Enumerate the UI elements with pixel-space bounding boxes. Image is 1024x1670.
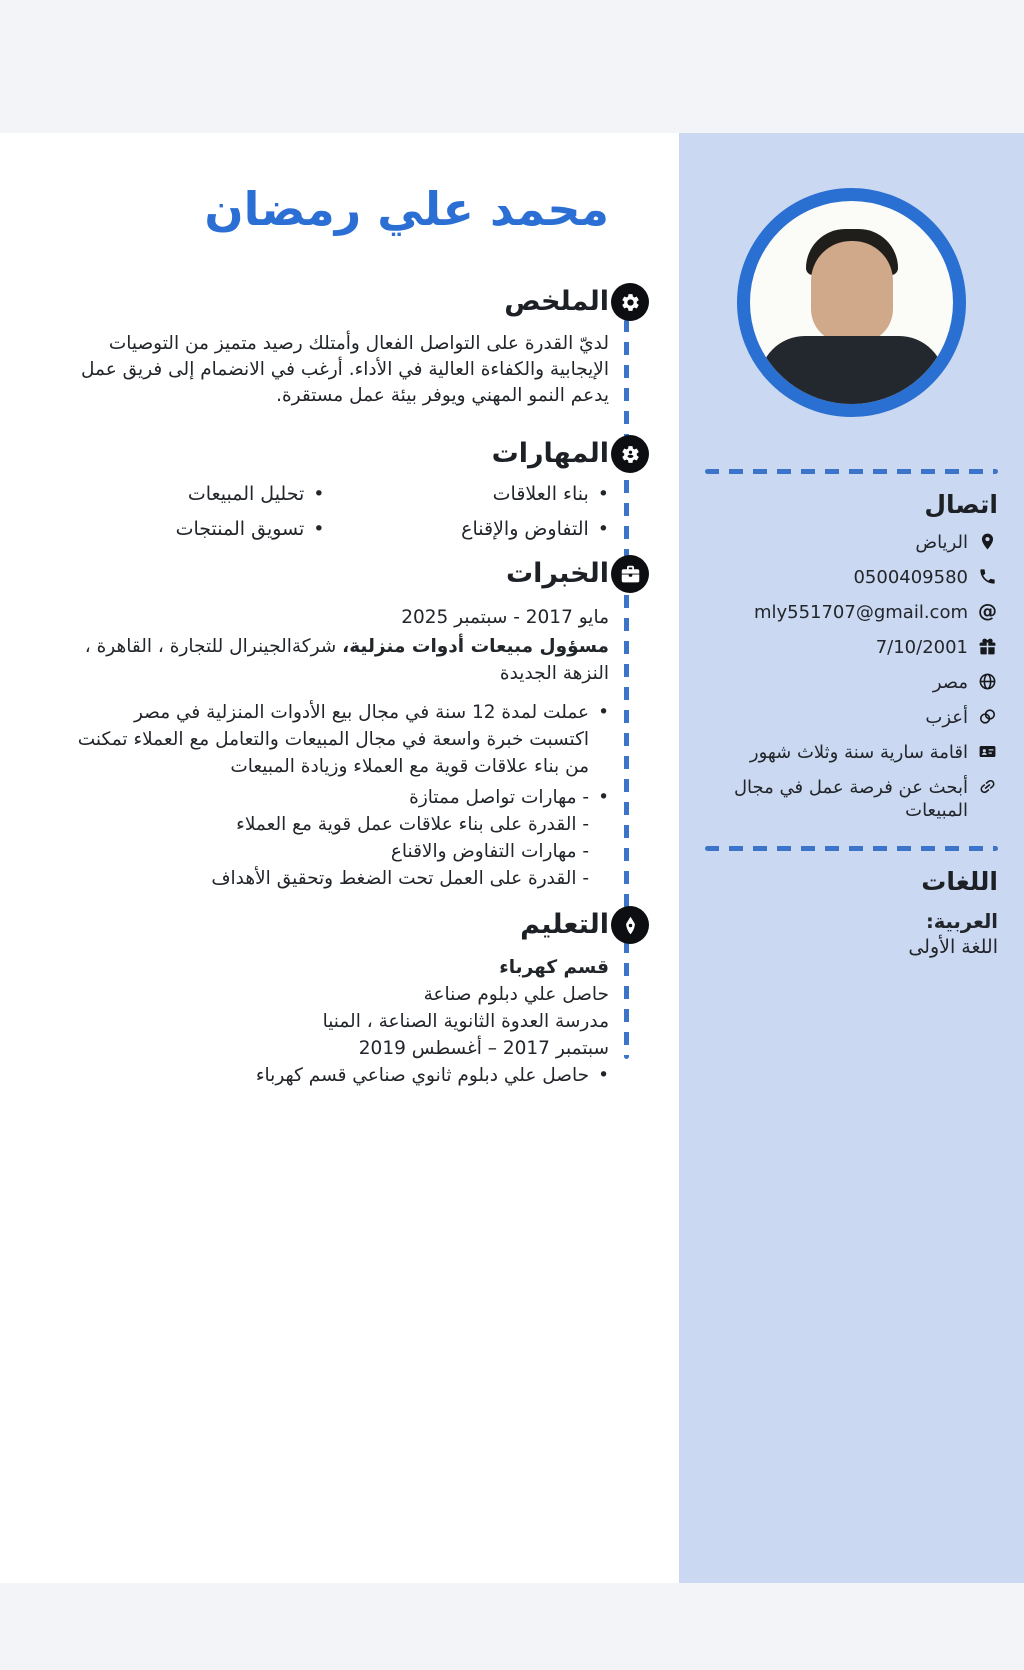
skill-item xyxy=(325,481,610,507)
contact-text: الرياض xyxy=(915,532,968,553)
contact-list xyxy=(705,531,998,822)
contact-item-phone xyxy=(705,566,998,589)
contact-text: مصر xyxy=(932,672,968,693)
section-summary-header xyxy=(40,283,609,321)
experience-sub-line: - القدرة على بناء علاقات عمل قوية مع العملاء xyxy=(236,814,590,835)
education-title: التعليم xyxy=(520,909,609,940)
contact-item-residency xyxy=(705,741,998,764)
skill-label: تحليل المبيعات xyxy=(187,483,305,505)
phone-icon xyxy=(977,566,998,587)
contact-item-country xyxy=(705,671,998,694)
experience-sub-line: - القدرة على العمل تحت الضغط وتحقيق الأهداف xyxy=(211,868,590,889)
education-line: سبتمبر 2017 – أغسطس 2019 xyxy=(358,1038,609,1059)
divider-dashed-line xyxy=(705,469,998,474)
experience-sub-list xyxy=(211,784,589,892)
skill-label: تسويق المنتجات xyxy=(175,518,305,540)
experience-bullet-text: عملت لمدة 12 سنة في مجال بيع الأدوات المنزلية في مصر اكتسبت خبرة واسعة في مجال المبيعات والتعامل مع العملاء تمكنت من بناء علاقات قوية مع العملاء وزيادة المبيعات xyxy=(77,702,590,777)
section-experience-header xyxy=(40,555,609,593)
main-column xyxy=(0,133,679,1583)
experience-bullet xyxy=(40,784,609,892)
experience-role: مسؤول مبيعات أدوات منزلية، xyxy=(342,636,609,657)
summary-title: الملخص xyxy=(504,286,609,317)
sidebar xyxy=(679,133,1024,1583)
education-bullet xyxy=(40,1062,609,1089)
education-department: قسم كهرباء xyxy=(499,957,609,978)
skills-list xyxy=(40,481,609,542)
bullet-marker: • xyxy=(597,483,609,505)
link-icon xyxy=(977,776,998,797)
at-icon: @ xyxy=(978,600,997,622)
bullet-marker: • xyxy=(313,483,325,505)
avatar xyxy=(737,188,966,417)
skill-item xyxy=(40,516,325,542)
experience-sub-line: - مهارات تواصل ممتازة xyxy=(409,787,590,808)
experience-role-line xyxy=(49,633,609,687)
experience-bullet xyxy=(40,699,609,780)
contact-text: أبحث عن فرصة عمل في مجال المبيعات xyxy=(733,777,968,821)
contact-text: 0500409580 xyxy=(853,567,968,588)
contact-text: 7/10/2001 xyxy=(875,637,968,658)
id-card-icon xyxy=(977,741,998,762)
location-pin-icon xyxy=(977,531,998,552)
gear-person-icon xyxy=(611,435,649,473)
language-name: العربية: xyxy=(925,910,998,933)
education-bullet-text: حاصل علي دبلوم ثانوي صناعي قسم كهرباء xyxy=(255,1065,590,1086)
contact-text: أعزب xyxy=(925,707,968,728)
gear-icon xyxy=(611,283,649,321)
experience-sub-line: - مهارات التفاوض والاقناع xyxy=(390,841,590,862)
bullet-marker: • xyxy=(598,702,609,723)
section-education-header xyxy=(40,906,609,944)
contact-item-email xyxy=(705,601,998,624)
avatar-head xyxy=(811,241,893,343)
bullet-marker: • xyxy=(313,518,325,540)
section-skills-header xyxy=(40,435,609,473)
language-level: اللغة الأولى xyxy=(908,936,998,958)
contact-text: mly551707@gmail.com xyxy=(753,602,968,623)
pen-nib-icon xyxy=(611,906,649,944)
resume-sheet xyxy=(0,133,1024,1583)
contact-item-birthday xyxy=(705,636,998,659)
globe-icon xyxy=(977,671,998,692)
gift-icon xyxy=(977,636,998,657)
skill-label: التفاوض والإقناع xyxy=(461,518,589,540)
skills-title: المهارات xyxy=(491,438,609,469)
contact-item-objective xyxy=(705,776,998,822)
skill-item xyxy=(325,516,610,542)
contact-title: اتصال xyxy=(924,490,998,519)
divider-dashed-line xyxy=(705,846,998,851)
avatar-shirt xyxy=(759,336,945,410)
contact-item-marital-status xyxy=(705,706,998,729)
contact-text: اقامة سارية سنة وثلاث شهور xyxy=(749,742,968,763)
education-line: مدرسة العدوة الثانوية الصناعة ، المنيا xyxy=(322,1011,609,1032)
experience-company: شركةالجينرال للتجارة ، القاهرة ، النزهة الجديدة xyxy=(84,636,609,684)
education-block xyxy=(40,954,609,1089)
candidate-name: محمد علي رمضان xyxy=(204,182,609,236)
skill-item xyxy=(40,481,325,507)
bullet-marker: • xyxy=(597,518,609,540)
summary-text: لديّ القدرة على التواصل الفعال وأمتلك رصيد متميز من التوصيات الإيجابية والكفاءة العالية في الأداء. أرغب في الانضمام إلى فريق عمل يدعم النمو المهني ويوفر بيئة عمل مستقرة. xyxy=(81,333,609,406)
languages-title: اللغات xyxy=(921,867,998,896)
briefcase-icon xyxy=(611,555,649,593)
education-line: حاصل علي دبلوم صناعة xyxy=(423,984,609,1005)
bullet-marker: • xyxy=(598,787,609,808)
contact-item-location xyxy=(705,531,998,554)
experience-date-range: مايو 2017 - سبتمبر 2025 xyxy=(401,607,609,628)
skill-label: بناء العلاقات xyxy=(492,483,589,505)
rings-icon xyxy=(977,706,998,727)
experience-title: الخبرات xyxy=(505,558,609,589)
bullet-marker: • xyxy=(598,1065,609,1086)
